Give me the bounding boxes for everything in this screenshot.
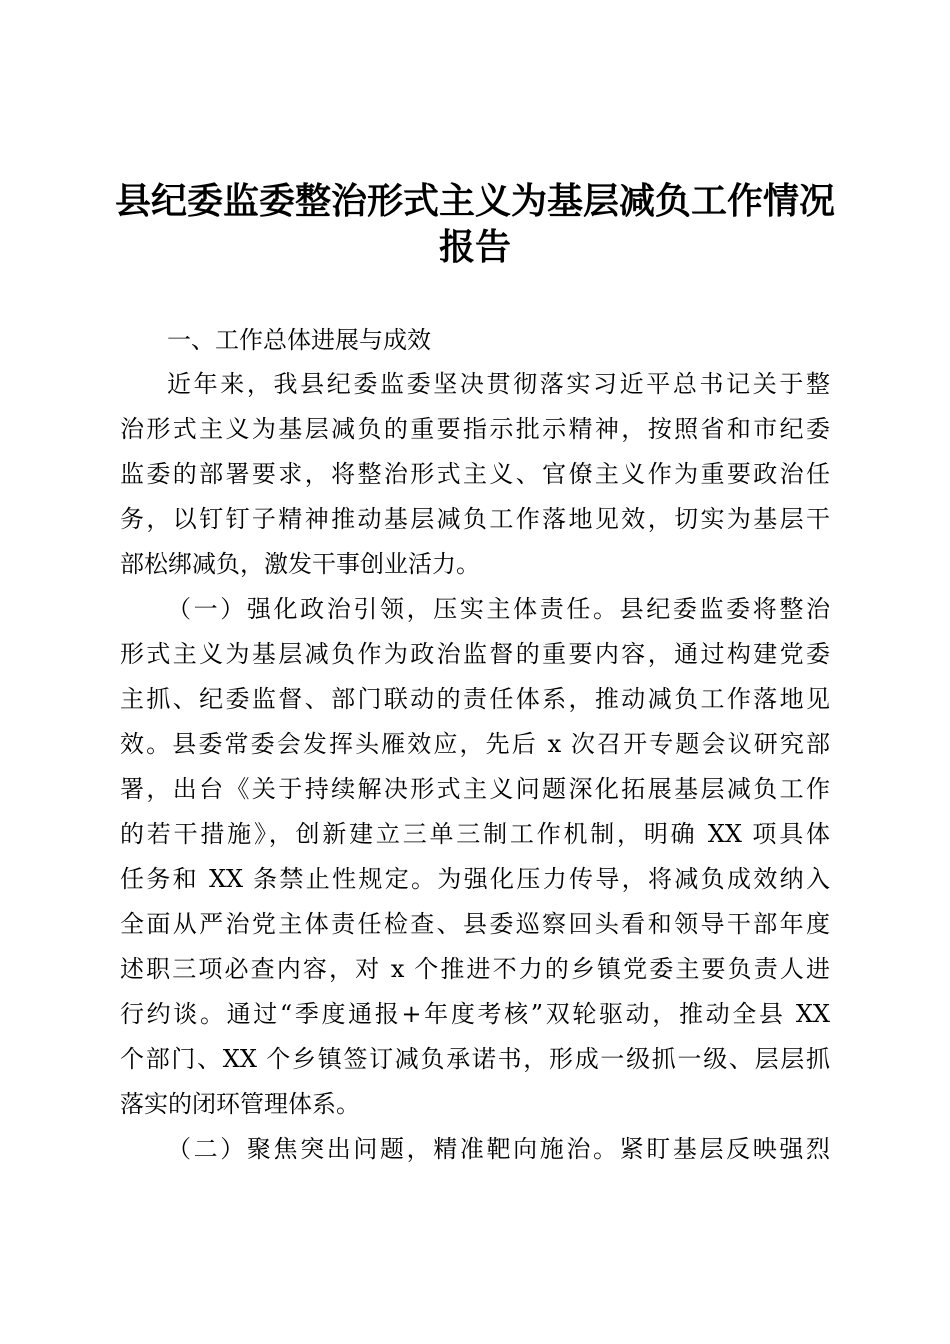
document-title-line-1: 县纪委监委整治形式主义为基层减负工作情况 xyxy=(114,180,835,222)
paragraph-line: 形式主义为基层减负作为政治监督的重要内容，通过构建党委 xyxy=(120,640,830,668)
paragraph-line: 个部门、XX 个乡镇签订减负承诺书，形成一级抓一级、层层抓 xyxy=(120,1045,830,1073)
paragraph-line: 监委的部署要求，将整治形式主义、官僚主义作为重要政治任 xyxy=(120,460,830,488)
paragraph-line: 部松绑减负，激发干事创业活力。 xyxy=(120,550,480,578)
paragraph-line: （二）聚焦突出问题，精准靶向施治。紧盯基层反映强烈 xyxy=(167,1135,830,1163)
paragraph-line: （一）强化政治引领，压实主体责任。县纪委监委将整治 xyxy=(167,595,830,623)
paragraph-line: 务，以钉钉子精神推动基层减负工作落地见效，切实为基层干 xyxy=(120,505,830,533)
paragraph-line: 述职三项必查内容，对 x 个推进不力的乡镇党委主要负责人进 xyxy=(120,955,830,983)
paragraph-line: 的若干措施》，创新建立三单三制工作机制，明确 XX 项具体 xyxy=(120,820,830,848)
paragraph-line: 近年来，我县纪委监委坚决贯彻落实习近平总书记关于整 xyxy=(167,370,830,398)
section-heading-1: 一、工作总体进展与成效 xyxy=(167,326,431,354)
paragraph-line: 落实的闭环管理体系。 xyxy=(120,1090,360,1118)
document-title-line-2: 报告 xyxy=(438,226,511,268)
paragraph-line: 主抓、纪委监督、部门联动的责任体系，推动减负工作落地见 xyxy=(120,685,830,713)
paragraph-line: 全面从严治党主体责任检查、县委巡察回头看和领导干部年度 xyxy=(120,910,830,938)
paragraph-line: 署，出台《关于持续解决形式主义问题深化拓展基层减负工作 xyxy=(120,775,830,803)
paragraph-line: 治形式主义为基层减负的重要指示批示精神，按照省和市纪委 xyxy=(120,415,830,443)
paragraph-line: 任务和 XX 条禁止性规定。为强化压力传导，将减负成效纳入 xyxy=(120,865,830,893)
paragraph-line: 效。县委常委会发挥头雁效应，先后 x 次召开专题会议研究部 xyxy=(120,730,830,758)
paragraph-line: 行约谈。通过“季度通报+年度考核”双轮驱动，推动全县 XX xyxy=(120,1000,830,1028)
